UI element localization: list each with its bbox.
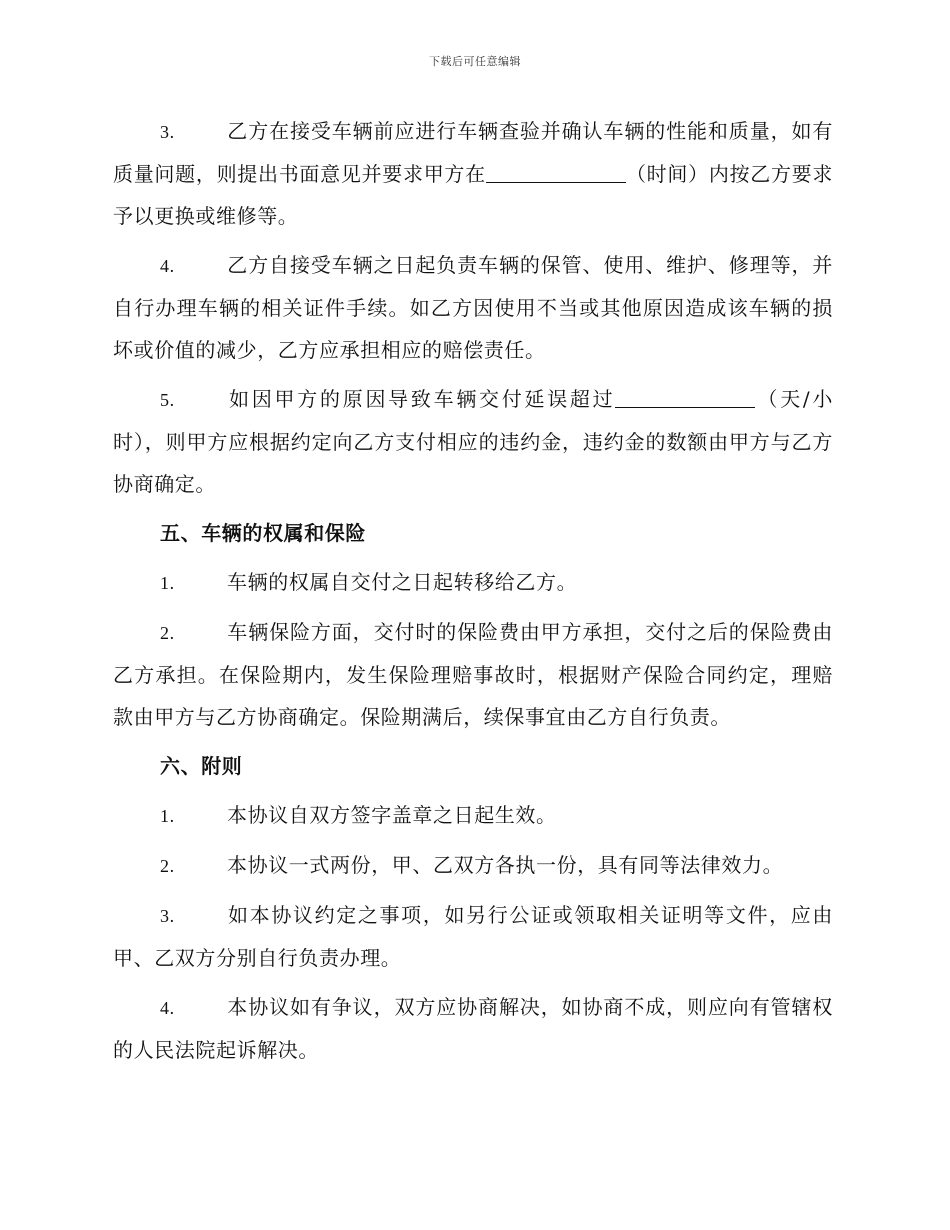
- clause-3: [113, 110, 833, 237]
- fill-in-blank: [486, 162, 626, 183]
- clause-5: [113, 378, 833, 505]
- clause-number: 3.: [160, 122, 175, 142]
- clause-number: 3.: [160, 906, 175, 926]
- clause-text: 本协议一式两份，甲、乙双方各执一份，具有同等法律效力。: [227, 853, 784, 877]
- section6-clause-2: [113, 844, 833, 887]
- document-body: [113, 110, 833, 1078]
- clause-number: 5.: [160, 390, 175, 410]
- clause-number: 1.: [160, 573, 175, 593]
- clause-text: 本协议自双方签字盖章之日起生效。: [227, 803, 557, 827]
- section-heading: 六、附则: [160, 754, 243, 778]
- clause-text: 本协议如有争议，双方应协商解决，如协商不成，则应向有管辖权的人民法院起诉解决。: [113, 995, 833, 1062]
- clause-text: 乙方自接受车辆之日起负责车辆的保管、使用、维护、修理等，并自行办理车辆的相关证件手续。如乙方因使用不当或其他原因造成该车辆的损坏或价值的减少，乙方应承担相应的赔偿责任。: [113, 253, 833, 362]
- page-header: 下载后可任意编辑: [429, 55, 521, 68]
- clause-text: （时间）内按乙方要求予以更换或维修等。: [113, 162, 833, 228]
- clause-text: 如本协议约定之事项，如另行公证或领取相关证明等文件，应由甲、乙双方分别自行负责办理。: [113, 903, 833, 970]
- clause-text: 车辆保险方面，交付时的保险费由甲方承担，交付之后的保险费由乙方承担。在保险期内，发生保险理赔事故时，根据财产保险合同约定，理赔款由甲方与乙方协商确定。保险期满后，续保事宜由乙方自行负责。: [113, 620, 833, 729]
- clause-number: 2.: [160, 623, 175, 643]
- clause-text: （天/小时），则甲方应根据约定向乙方支付相应的违约金，违约金的数额由甲方与乙方协商确定。: [113, 387, 833, 496]
- section5-clause-1: [113, 561, 833, 604]
- section6-clause-1: [113, 794, 833, 837]
- clause-text: 乙方在接受车辆前应进行车辆查验并确认车辆的性能和质量，如有质量问题，则提出书面意见并要求甲方在: [113, 119, 833, 186]
- clause-number: 2.: [160, 856, 175, 876]
- clause-number: 4.: [160, 998, 175, 1018]
- section-heading: 五、车辆的权属和保险: [160, 521, 366, 545]
- clause-4: [113, 244, 833, 371]
- section6-clause-4: [113, 986, 833, 1071]
- section5-clause-2: [113, 611, 833, 738]
- clause-number: 4.: [160, 256, 175, 276]
- clause-text: 如因甲方的原因导致车辆交付延误超过: [227, 387, 616, 411]
- clause-text: 车辆的权属自交付之日起转移给乙方。: [227, 570, 578, 594]
- fill-in-blank: [615, 387, 755, 408]
- clause-number: 1.: [160, 806, 175, 826]
- section6-clause-3: [113, 894, 833, 979]
